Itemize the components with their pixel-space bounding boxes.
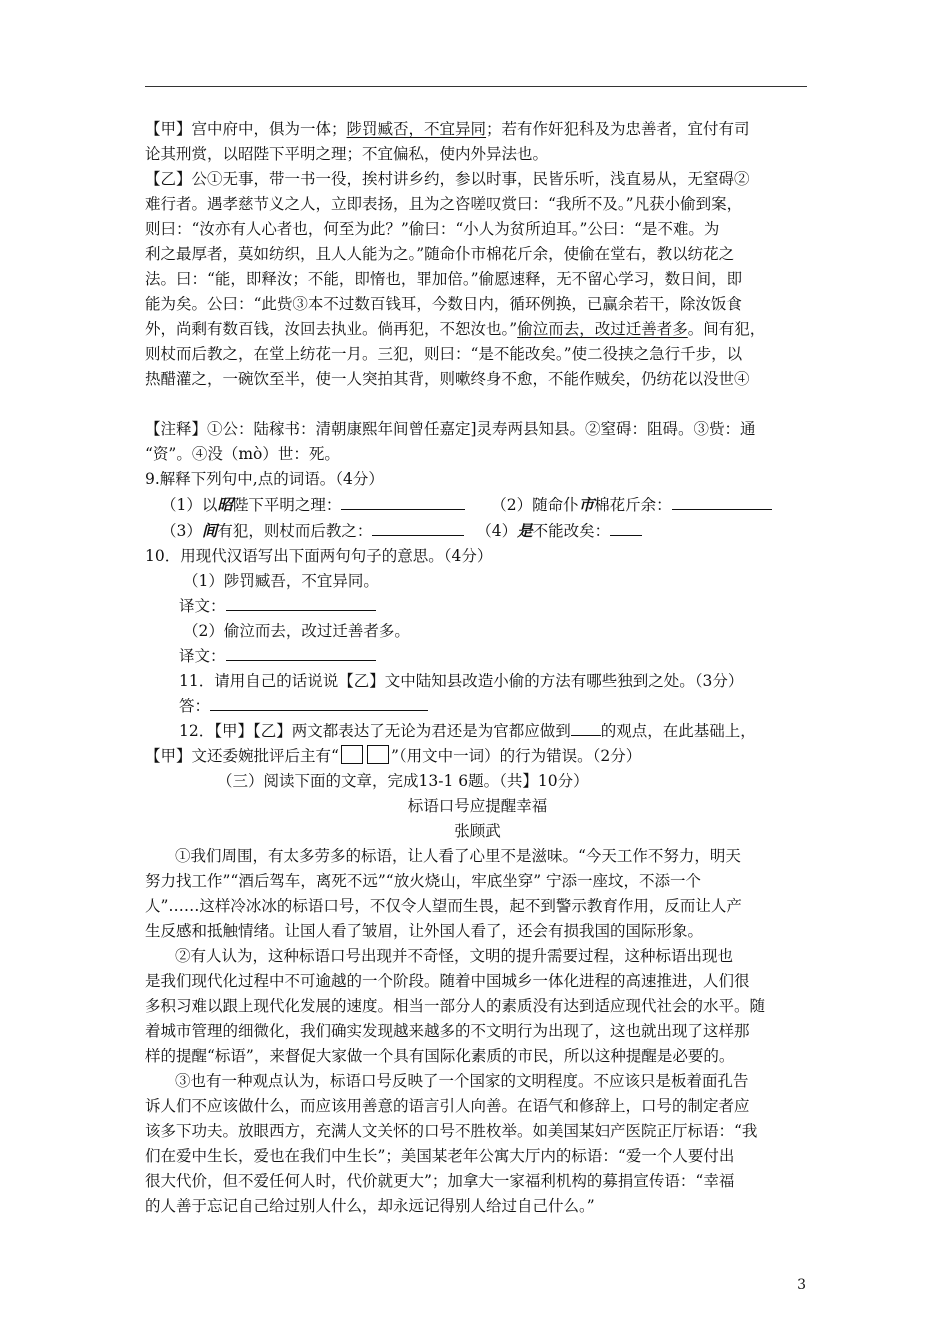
header-rule [145, 86, 807, 87]
article-p3-line-6: 的人善于忘记自己给过别人什么，却永远记得别人给过自己什么。” [145, 1197, 595, 1215]
note-line-2: “资”。④没（mò）世：死。 [145, 445, 340, 463]
q9-key-word: 昭 [217, 495, 233, 514]
article-p1-line-2: 努力找工作”“酒后驾车，离死不远”“放火烧山，牢底坐穿” 宁添一座坟，不添一个 [145, 872, 702, 890]
yi-line-3: 则曰：“汝亦有人心者也，何至为此？”偷曰：“小人为贫所迫耳。”公曰：“是不难。为 [145, 220, 720, 238]
q12-line-2: 【甲】文还委婉批评后主有“ ”（用文中一词）的行为错误。（2分） [145, 747, 642, 765]
article-p2-line-3: 多积习难以跟上现代化发展的速度。相当一部分人的素质没有达到适应现代社会的水平。随 [145, 997, 766, 1015]
yi-line-8: 则杖而后教之，在堂上纺花一月。三犯，则曰：“是不能改矣。”使二役挟之急行千步，以 [145, 345, 743, 363]
page-content [145, 117, 810, 1219]
yi-line-2: 难行者。遇孝慈节义之人，立即表扬，且为之咨嗟叹赏曰：“我所不及。”凡获小偷到案， [145, 195, 743, 213]
q9-row-1: （1）以昭陛下平明之理： （2）随命仆市棉花斤余： [145, 492, 810, 518]
answer-blank[interactable] [226, 596, 376, 611]
jia-tag: 【甲】 [145, 120, 192, 138]
q9-key-word: 间 [201, 521, 218, 540]
q9-row-2: （3）间有犯，则杖而后教之： （4）是不能改矣： [145, 518, 810, 544]
jia-underlined-sentence: 陟罚臧否，不宜异同 [346, 120, 487, 138]
article-p3-line-1: ③也有一种观点认为，标语口号反映了一个国家的文明程度。不应该只是板着面孔告 [175, 1072, 749, 1090]
spacer [145, 392, 810, 417]
page-number: 3 [797, 1277, 806, 1293]
yi-line-4: 利之最厚者，莫如纺织，且人人能为之。”随命仆市棉花斤余，使偷在堂右，教以纺花之 [145, 245, 735, 263]
answer-blank[interactable] [372, 521, 464, 536]
article-title: 标语口号应提醒幸福 [407, 797, 548, 815]
jia-text-cont: ；若有作奸犯科及为忠善者，宜付有司 [486, 120, 750, 138]
q10-title: 10．用现代汉语写出下面两句句子的意思。（4分） [145, 547, 493, 565]
q12-line-1: 12．【甲】【乙】两文都表达了无论为君还是为官都应做到 的观点，在此基础上， [179, 722, 756, 740]
article-p3-line-4: 们在爱中生长，爱也在我们中生长”；美国某老年公寓大厅内的标语：“爱一个人要付出 [145, 1147, 735, 1165]
section-3-instruction: （三）阅读下面的文章，完成13-1 6题。（共】10分） [217, 772, 589, 790]
article-p2-line-2: 是我们现代化过程中不可逾越的一个阶段。随着中国城乡一体化进程的高速推进，人们很 [145, 972, 750, 990]
article-p1-line-4: 生反感和抵触情绪。让国人看了皱眉，让外国人看了，还会有损我国的国际形象。 [145, 922, 704, 940]
q10-sentence-1: （1）陟罚臧吾，不宜异同。 [183, 572, 379, 590]
answer-blank[interactable] [341, 495, 465, 510]
answer-blank[interactable] [226, 646, 376, 661]
article-p1-line-1: ①我们周围，有太多劳多的标语，让人看了心里不是滋味。“今天工作不努力，明天 [175, 847, 741, 865]
note-line-1: 【注释】①公：陆稼书：清朝康熙年间曾任嘉定]灵寿两县知县。②窒碍：阻碍。③赀：通 [145, 420, 756, 438]
q9-key-word: 是 [517, 521, 533, 540]
q11-title: 11．请用自己的话说说【乙】文中陆知县改造小偷的方法有哪些独到之处。（3分） [179, 672, 744, 690]
answer-blank[interactable] [210, 696, 428, 711]
q10-sentence-2: （2）偷泣而去，改过迁善者多。 [183, 622, 410, 640]
article-p2-line-1: ②有人认为，这种标语口号出现并不奇怪，文明的提升需要过程，这种标语出现也 [175, 947, 734, 965]
jia-line-2: 论其刑赏，以昭陛下平明之理；不宜偏私，使内外异法也。 [145, 145, 549, 163]
article-p2-line-4: 着城市管理的细微化，我们确实发现越来越多的不文明行为出现了，这也就出现了这样那 [145, 1022, 750, 1040]
article-p3-line-5: 很大代价，但不爱任何人时，代价就更大”；加拿大一家福利机构的募捐宣传语：“幸福 [145, 1172, 735, 1190]
answer-box[interactable] [367, 745, 389, 764]
article-p2-line-5: 样的提醒“标语”，来督促大家做一个具有国际化素质的市民，所以这种提醒是必要的。 [145, 1047, 735, 1065]
article-p3-line-2: 诉人们不应该做什么，而应该用善意的语言引人向善。在语气和修辞上，口号的制定者应 [145, 1097, 750, 1115]
yi-line-1: 【乙】公①无事，带一书一役，挨村讲乡约，参以时事，民皆乐听，浅直易从，无窒碍② [145, 170, 750, 188]
q9-title: 9.解释下列句中,点的词语。（4分） [145, 470, 384, 488]
jia-line-1 [145, 117, 810, 142]
q11-answer: 答： [145, 694, 810, 719]
answer-blank[interactable] [571, 721, 601, 736]
yi-line-9: 热醋灌之，一碗饮至半，使一人突拍其背，则嗽终身不愈，不能作贼矣，仍纺花以没世④ [145, 370, 750, 388]
q10-translation-1: 译文： [145, 594, 810, 619]
article-p3-line-3: 该多下功夫。放眼西方，充满人文关怀的口号不胜枚举。如美国某妇产医院正厅标语：“我 [145, 1122, 758, 1140]
q10-translation-2: 译文： [145, 644, 810, 669]
yi-line-7: 外，尚剩有数百钱，汝回去执业。倘再犯，不恕汝也。”偷泣而去，改过迁善者多。间有犯， [145, 320, 766, 338]
yi-tag: 【乙】 [145, 170, 192, 188]
yi-underlined-sentence: 偷泣而去，改过迁善者多 [517, 320, 688, 338]
yi-line-6: 能为矣。公曰：“此赀③本不过数百钱耳，今数日内，循环例换，已赢余若干，除汝饭食 [145, 295, 742, 313]
jia-text: 宫中府中，俱为一体； [191, 120, 347, 138]
article-p1-line-3: 人”……这样冷冰冰的标语口号，不仅令人望而生畏，起不到警示教育作用，反而让人产 [145, 897, 742, 915]
article-author: 张顾武 [454, 822, 501, 840]
q9-key-word: 市 [578, 495, 595, 514]
answer-blank[interactable] [672, 495, 772, 510]
answer-box[interactable] [341, 745, 363, 764]
answer-blank[interactable] [610, 521, 642, 536]
yi-line-5: 法。曰：“能，即释汝；不能，即惰也，罪加倍。”偷愿速释，无不留心学习，数日间，即 [145, 270, 743, 288]
